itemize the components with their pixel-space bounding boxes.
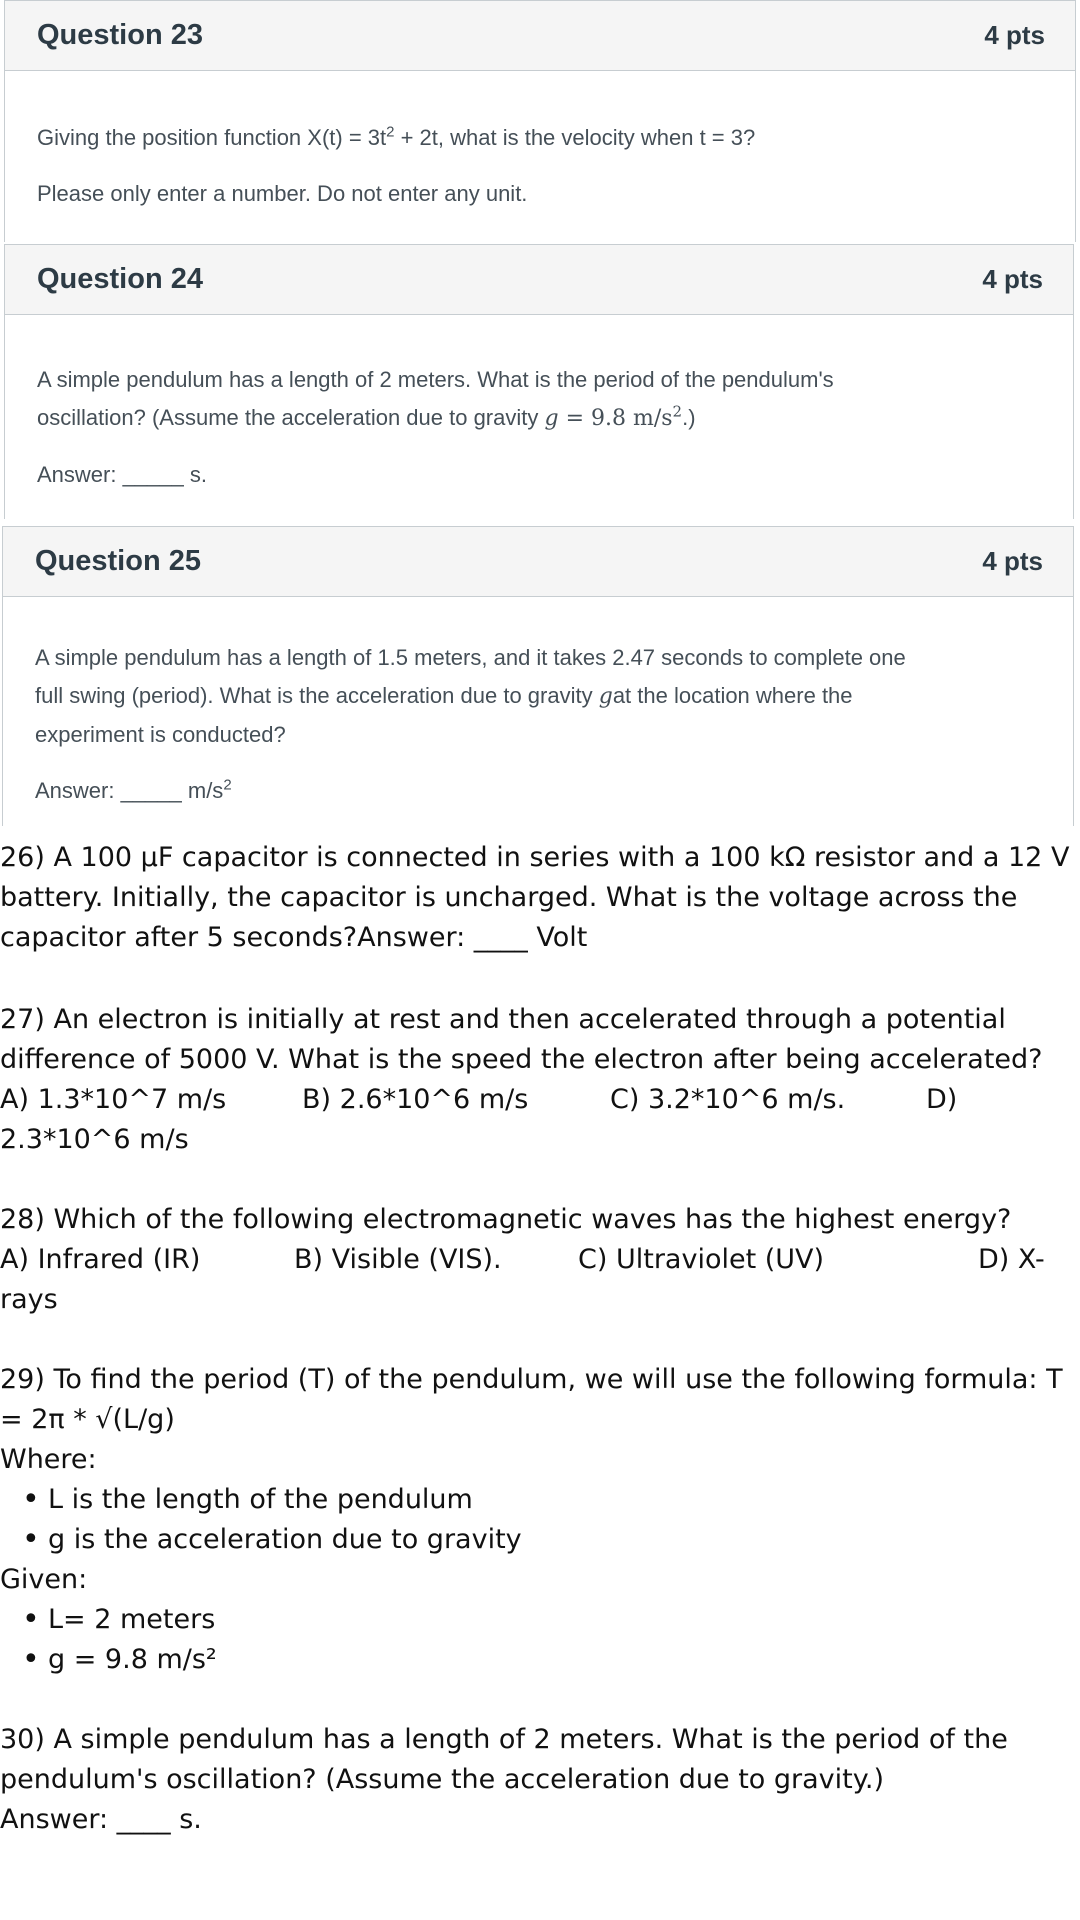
question-30-answer: Answer: ____ s. [0, 1804, 202, 1835]
question-24-text-line2: oscillation? (Assume the acceleration due to gravity g = 9.8 $m/s^2$.) [37, 402, 696, 431]
question-23-title: Question 23 [37, 19, 203, 51]
question-25-answer: Answer: _____ $m/s^2$ [35, 776, 232, 803]
question-24-title: Question 24 [37, 263, 203, 295]
question-30-line2: pendulum's oscillation? (Assume the acceleration due to gravity.) [0, 1764, 884, 1795]
question-29-where-list [0, 1480, 1080, 1560]
question-30-line1: 30) A simple pendulum has a length of 2 meters. What is the period of the [0, 1724, 1008, 1755]
question-27-options [0, 1080, 1080, 1120]
question-23-instruction: Please only enter a number. Do not enter any unit. [37, 181, 528, 206]
question-25-text-line3: experiment is conducted? [35, 722, 286, 747]
question-28-option-d: D) X- [978, 1244, 1045, 1275]
question-28-option-a: A) Infrared (IR) [0, 1244, 201, 1275]
list-item: • g = 9.8 m/s² [48, 1640, 1080, 1680]
question-28-option-d-cont: rays [0, 1284, 58, 1315]
question-29-formula: = 2π * √(L/g) [0, 1404, 175, 1435]
question-23-points: 4 pts [984, 20, 1045, 50]
question-28-option-b: B) Visible (VIS). [294, 1244, 502, 1275]
question-25-points: 4 pts [982, 546, 1043, 576]
question-27-line1: 27) An electron is initially at rest and then accelerated through a potential [0, 1004, 1006, 1035]
question-29 [0, 1360, 1080, 1680]
question-29-given-label: Given: [0, 1564, 88, 1595]
list-item: • L is the length of the pendulum [48, 1480, 1080, 1520]
question-24-answer: Answer: _____ s. [37, 462, 207, 487]
question-27-option-d: D) [926, 1084, 958, 1115]
question-23-header [5, 1, 1075, 71]
question-23-card [4, 0, 1076, 242]
question-23-text: Giving the position function $X(t) = 3t^2 + 2t$, what is the velocity when t = 3? [37, 123, 756, 150]
list-item: • g is the acceleration due to gravity [48, 1520, 1080, 1560]
question-25-title: Question 25 [35, 545, 201, 577]
question-30 [0, 1720, 1080, 1840]
question-24-text-line1: A simple pendulum has a length of 2 meters. What is the period of the pendulum's [37, 367, 834, 392]
question-28-option-c: C) Ultraviolet (UV) [578, 1244, 825, 1275]
question-27 [0, 1000, 1080, 1160]
question-27-option-c: C) 3.2*10^6 m/s. [610, 1084, 846, 1115]
question-26 [0, 838, 1080, 958]
question-28 [0, 1200, 1080, 1320]
question-26-line1: 26) A 100 μF capacitor is connected in series with a 100 kΩ resistor and a 12 V [0, 842, 1070, 873]
question-24-points: 4 pts [982, 264, 1043, 294]
question-29-given-list [0, 1600, 1080, 1680]
question-25-text-line2: full swing (period). What is the acceleration due to gravity gat the location where the [35, 683, 853, 709]
question-27-option-d-value: 2.3*10^6 m/s [0, 1124, 189, 1155]
question-24-header [5, 245, 1073, 315]
question-29-where-label: Where: [0, 1444, 97, 1475]
question-27-option-a: A) 1.3*10^7 m/s [0, 1084, 227, 1115]
question-26-line2: battery. Initially, the capacitor is uncharged. What is the voltage across the [0, 882, 1018, 913]
question-25-card [2, 526, 1074, 826]
question-28-line1: 28) Which of the following electromagnetic waves has the highest energy? [0, 1204, 1012, 1235]
list-item: • L= 2 meters [48, 1600, 1080, 1640]
question-25-text-line1: A simple pendulum has a length of 1.5 meters, and it takes 2.47 seconds to complete one [35, 645, 906, 670]
question-27-option-b: B) 2.6*10^6 m/s [302, 1084, 529, 1115]
question-27-line2: difference of 5000 V. What is the speed the electron after being accelerated? [0, 1044, 1043, 1075]
question-25-header [3, 527, 1073, 597]
question-24-card [4, 244, 1074, 519]
question-28-options [0, 1240, 1080, 1280]
question-26-line3: capacitor after 5 seconds?Answer: ____ Volt [0, 922, 588, 953]
question-29-line1: 29) To find the period (T) of the pendulum, we will use the following formula: T [0, 1364, 1063, 1395]
